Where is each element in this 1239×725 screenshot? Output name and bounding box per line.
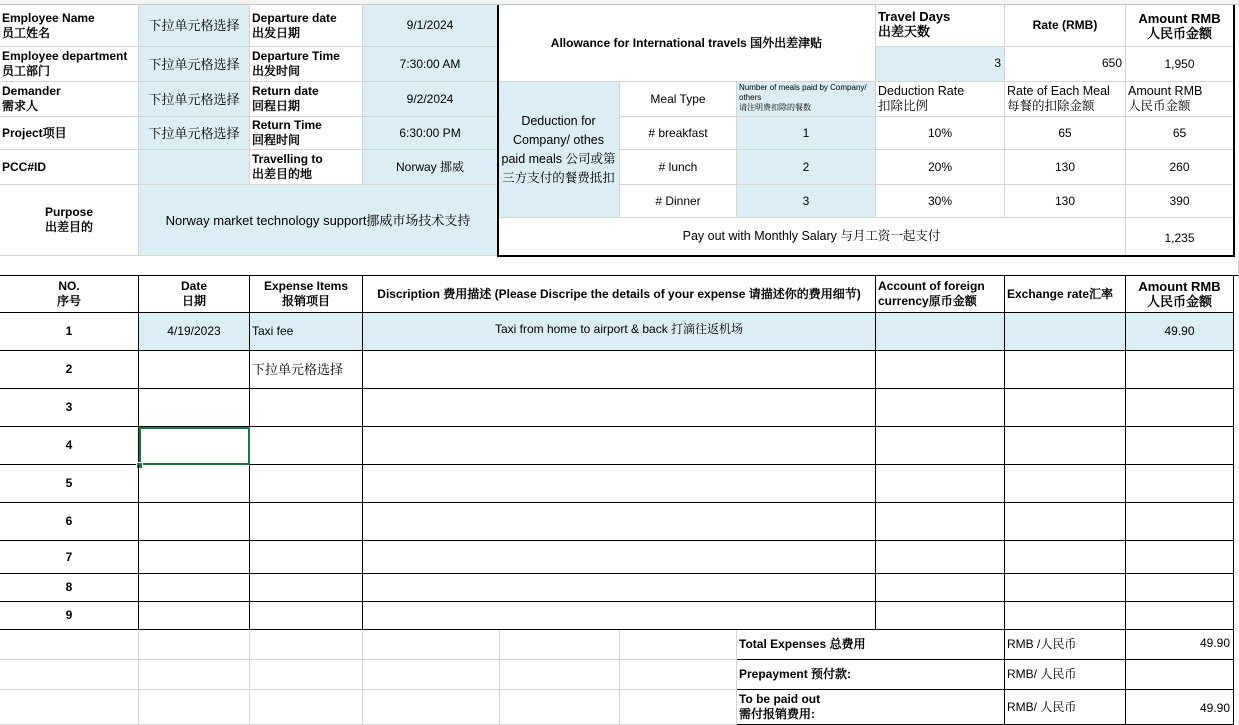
row-9-foreign[interactable] xyxy=(876,602,1005,630)
departure-time-cn: 出发时间 xyxy=(252,64,301,78)
row-8-item[interactable] xyxy=(250,574,363,602)
row-6-date[interactable] xyxy=(139,503,250,541)
row-4-foreign[interactable] xyxy=(876,427,1005,465)
deduction-rate-en: Deduction Rate xyxy=(878,84,965,98)
row-2-foreign[interactable] xyxy=(876,351,1005,389)
pcc-value[interactable] xyxy=(139,150,250,185)
totals-blank-c1 xyxy=(0,690,139,725)
row-3-description[interactable] xyxy=(363,389,876,427)
deduction-amount-label xyxy=(1126,82,1234,117)
row-6-no: 6 xyxy=(0,503,139,541)
demander-dropdown[interactable]: 下拉单元格选择 xyxy=(139,82,250,117)
row-1-date[interactable]: 4/19/2023 xyxy=(139,313,250,351)
return-date-en: Return date xyxy=(252,84,319,98)
row-5-date[interactable] xyxy=(139,465,250,503)
allowance-title: Allowance for International travels 国外出差津贴 xyxy=(498,5,876,82)
row-2-date[interactable] xyxy=(139,351,250,389)
header-no-cn: 序号 xyxy=(56,294,81,308)
totals-blank-c6 xyxy=(620,690,737,725)
total-expenses-value[interactable]: 49.90 xyxy=(1126,630,1234,660)
department-dropdown[interactable]: 下拉单元格选择 xyxy=(139,47,250,82)
header-description: Discription 费用描述 (Please Discripe the details of your expense 请描述你的费用细节) xyxy=(363,276,876,313)
row-9-amount[interactable] xyxy=(1126,602,1234,630)
travel-to-cn: 出差目的地 xyxy=(252,167,313,181)
demander-cn: 需求人 xyxy=(2,99,39,113)
allowance-amount-value[interactable]: 1,950 xyxy=(1126,47,1234,82)
row-3-date[interactable] xyxy=(139,389,250,427)
row-6-foreign[interactable] xyxy=(876,503,1005,541)
deduction-amount-en: Amount RMB xyxy=(1128,84,1203,98)
to-be-paid-label xyxy=(737,690,1005,725)
row-9-no: 9 xyxy=(0,602,139,630)
row-6-amount[interactable] xyxy=(1126,503,1234,541)
return-time-en: Return Time xyxy=(252,118,322,132)
header-expense-items xyxy=(250,276,363,313)
purpose-cn: 出差目的 xyxy=(44,220,93,234)
allowance-amount-en: Amount RMB xyxy=(1138,10,1221,26)
amount-breakfast[interactable]: 65 xyxy=(1126,117,1234,150)
header-foreign-cn: currency原币金额 xyxy=(878,294,977,308)
header-no-en: NO. xyxy=(58,279,80,293)
row-1-description[interactable]: Taxi from home to airport & back 打滴往返机场 xyxy=(363,313,876,351)
row-8-foreign[interactable] xyxy=(876,574,1005,602)
row-3-no: 3 xyxy=(0,389,139,427)
return-time-label xyxy=(250,117,363,150)
header-items-en: Expense Items xyxy=(263,279,349,293)
row-5-exchange[interactable] xyxy=(1005,465,1126,503)
deduction-rate-label xyxy=(876,82,1005,117)
row-8-amount[interactable] xyxy=(1126,574,1234,602)
totals-blank-c3 xyxy=(250,690,363,725)
row-4-amount[interactable] xyxy=(1126,427,1234,465)
header-foreign-currency xyxy=(876,276,1005,313)
to-be-paid-value[interactable]: 49.90 xyxy=(1126,690,1234,725)
row-8-date[interactable] xyxy=(139,574,250,602)
totals-blank-a4 xyxy=(363,630,500,660)
row-7-amount[interactable] xyxy=(1126,541,1234,574)
totals-blank-b1 xyxy=(0,660,139,690)
row-8-no: 8 xyxy=(0,574,139,602)
rate-each-cn: 每餐的扣除金额 xyxy=(1007,99,1095,113)
row-1-no: 1 xyxy=(0,313,139,351)
departure-date-label xyxy=(250,5,363,47)
rate-each-en: Rate of Each Meal xyxy=(1007,84,1110,98)
return-date-cn: 回程日期 xyxy=(252,99,301,113)
row-2-item-dropdown[interactable]: 下拉单元格选择 xyxy=(250,351,363,389)
departure-date-value[interactable]: 9/1/2024 xyxy=(363,5,498,47)
row-1-amount[interactable]: 49.90 xyxy=(1126,313,1234,351)
totals-blank-a5 xyxy=(500,630,620,660)
meal-type-dinner: # Dinner xyxy=(620,185,737,218)
row-5-amount[interactable] xyxy=(1126,465,1234,503)
meal-type-lunch: # lunch xyxy=(620,150,737,185)
header-date-cn: 日期 xyxy=(181,294,206,308)
row-8-exchange[interactable] xyxy=(1005,574,1126,602)
project-dropdown[interactable]: 下拉单元格选择 xyxy=(139,117,250,150)
pcc-label: PCC#ID xyxy=(0,150,139,185)
employee-name-en: Employee Name xyxy=(2,10,95,25)
row-2-amount[interactable] xyxy=(1126,351,1234,389)
row-9-description[interactable] xyxy=(363,602,876,630)
departure-time-en: Departure Time xyxy=(252,49,340,63)
rate-value[interactable]: 650 xyxy=(1005,47,1126,82)
rate-each-lunch[interactable]: 130 xyxy=(1005,150,1126,185)
row-8-description[interactable] xyxy=(363,574,876,602)
totals-blank-a6 xyxy=(620,630,737,660)
header-amount-cn: 人民币金额 xyxy=(1146,294,1212,309)
allowance-border-left xyxy=(497,5,499,257)
department-label xyxy=(0,47,139,82)
purpose-value[interactable]: Norway market technology support挪威市场技术支持 xyxy=(139,185,498,256)
row-1-item[interactable]: Taxi fee xyxy=(250,313,363,351)
deduction-rate-dinner[interactable]: 30% xyxy=(876,185,1005,218)
header-date-en: Date xyxy=(180,279,207,293)
return-time-cn: 回程时间 xyxy=(252,133,301,147)
purpose-label xyxy=(0,185,139,256)
row-2-no: 2 xyxy=(0,351,139,389)
deduction-label: Deduction for Company/ othes paid meals 公司或第三方支付的餐费抵扣 xyxy=(498,82,620,218)
purpose-en: Purpose xyxy=(44,205,93,219)
demander-en: Demander xyxy=(2,84,61,98)
totals-blank-a1 xyxy=(0,630,139,660)
row-3-amount[interactable] xyxy=(1126,389,1234,427)
deduction-rate-cn: 扣除比例 xyxy=(878,99,929,113)
travel-days-value[interactable]: 3 xyxy=(876,47,1005,82)
travel-days-en: Travel Days xyxy=(878,9,951,24)
departure-date-cn: 出发日期 xyxy=(252,25,301,40)
totals-blank-b3 xyxy=(250,660,363,690)
meals-paid-label xyxy=(737,82,876,117)
meal-type-breakfast: # breakfast xyxy=(620,117,737,150)
deduction-rate-breakfast[interactable]: 10% xyxy=(876,117,1005,150)
header-no xyxy=(0,276,139,313)
totals-blank-a3 xyxy=(250,630,363,660)
deduction-rate-lunch[interactable]: 20% xyxy=(876,150,1005,185)
allowance-amount-cn: 人民币金额 xyxy=(1146,25,1212,41)
row-9-date[interactable] xyxy=(139,602,250,630)
row-3-foreign[interactable] xyxy=(876,389,1005,427)
row-7-foreign[interactable] xyxy=(876,541,1005,574)
row-7-item[interactable] xyxy=(250,541,363,574)
travel-to-value[interactable]: Norway 挪威 xyxy=(363,150,498,185)
row-4-date-selected-cell[interactable] xyxy=(139,427,250,465)
departure-time-value[interactable]: 7:30:00 AM xyxy=(363,47,498,82)
totals-blank-a2 xyxy=(139,630,250,660)
row-9-item[interactable] xyxy=(250,602,363,630)
return-date-value[interactable]: 9/2/2024 xyxy=(363,82,498,117)
spacer-row xyxy=(0,257,1239,276)
meals-paid-cn: 请注明费扣除的餐数 xyxy=(739,103,811,112)
meal-count-lunch[interactable]: 2 xyxy=(737,150,876,185)
employee-name-label xyxy=(0,5,139,47)
prepayment-value[interactable] xyxy=(1126,660,1234,690)
meal-type-label: Meal Type xyxy=(620,82,737,117)
deduction-amount-cn: 人民币金额 xyxy=(1128,99,1191,113)
row-9-exchange[interactable] xyxy=(1005,602,1126,630)
travel-to-en: Travelling to xyxy=(252,152,323,166)
row-2-description[interactable] xyxy=(363,351,876,389)
row-7-no: 7 xyxy=(0,541,139,574)
totals-blank-b5 xyxy=(500,660,620,690)
prepayment-label: Prepayment 预付款: xyxy=(737,660,1005,690)
totals-blank-b4 xyxy=(363,660,500,690)
demander-label xyxy=(0,82,139,117)
rate-each-meal-label xyxy=(1005,82,1126,117)
row-5-item[interactable] xyxy=(250,465,363,503)
project-label: Project项目 xyxy=(0,117,139,150)
department-cn: 员工部门 xyxy=(2,64,51,78)
departure-time-label xyxy=(250,47,363,82)
row-4-item[interactable] xyxy=(250,427,363,465)
allowance-border-right xyxy=(1233,5,1235,257)
return-date-label xyxy=(250,82,363,117)
allowance-amount-label xyxy=(1126,5,1234,47)
row-6-item[interactable] xyxy=(250,503,363,541)
payout-value[interactable]: 1,235 xyxy=(1126,218,1234,256)
return-time-value[interactable]: 6:30:00 PM xyxy=(363,117,498,150)
row-7-date[interactable] xyxy=(139,541,250,574)
header-amount-en: Amount RMB xyxy=(1138,279,1221,294)
header-items-cn: 报销项目 xyxy=(281,294,330,308)
department-en: Employee department xyxy=(2,49,128,63)
payout-label: Pay out with Monthly Salary 与月工资一起支付 xyxy=(498,218,1126,256)
amount-dinner[interactable]: 390 xyxy=(1126,185,1234,218)
row-5-foreign[interactable] xyxy=(876,465,1005,503)
travel-days-label xyxy=(876,5,1005,47)
employee-name-dropdown[interactable]: 下拉单元格选择 xyxy=(139,5,250,47)
row-4-exchange[interactable] xyxy=(1005,427,1126,465)
total-expenses-label: Total Expenses 总费用 xyxy=(737,630,1005,660)
row-1-exchange[interactable] xyxy=(1005,313,1126,351)
amount-lunch[interactable]: 260 xyxy=(1126,150,1234,185)
travel-to-label xyxy=(250,150,363,185)
to-be-paid-currency: RMB/ 人民币 xyxy=(1005,690,1126,725)
travel-days-cn: 出差天数 xyxy=(878,24,931,39)
rate-each-dinner[interactable]: 130 xyxy=(1005,185,1126,218)
to-be-paid-cn: 需付报销费用: xyxy=(739,707,815,721)
totals-blank-b6 xyxy=(620,660,737,690)
prepayment-currency: RMB/ 人民币 xyxy=(1005,660,1126,690)
row-3-exchange[interactable] xyxy=(1005,389,1126,427)
row-5-description[interactable] xyxy=(363,465,876,503)
meal-count-breakfast[interactable]: 1 xyxy=(737,117,876,150)
row-4-description[interactable] xyxy=(363,427,876,465)
departure-date-en: Departure date xyxy=(252,10,337,25)
row-3-item[interactable] xyxy=(250,389,363,427)
totals-blank-c4 xyxy=(363,690,500,725)
totals-blank-c2 xyxy=(139,690,250,725)
header-exchange-rate: Exchange rate汇率 xyxy=(1005,276,1126,313)
row-4-no: 4 xyxy=(0,427,139,465)
header-amount-rmb xyxy=(1126,276,1234,313)
rate-label: Rate (RMB) xyxy=(1005,5,1126,47)
row-6-description[interactable] xyxy=(363,503,876,541)
row-7-exchange[interactable] xyxy=(1005,541,1126,574)
employee-name-cn: 员工姓名 xyxy=(2,25,51,40)
totals-blank-b2 xyxy=(139,660,250,690)
totals-blank-c5 xyxy=(500,690,620,725)
row-5-no: 5 xyxy=(0,465,139,503)
to-be-paid-en: To be paid out xyxy=(739,692,821,706)
row-6-exchange[interactable] xyxy=(1005,503,1126,541)
row-2-exchange[interactable] xyxy=(1005,351,1126,389)
total-currency: RMB /人民币 xyxy=(1005,630,1126,660)
header-date xyxy=(139,276,250,313)
header-foreign-en: Account of foreign xyxy=(878,279,985,293)
row-7-description[interactable] xyxy=(363,541,876,574)
rate-each-breakfast[interactable]: 65 xyxy=(1005,117,1126,150)
meal-count-dinner[interactable]: 3 xyxy=(737,185,876,218)
meals-paid-en: Number of meals paid by Company/ others xyxy=(739,83,867,102)
row-1-foreign[interactable] xyxy=(876,313,1005,351)
